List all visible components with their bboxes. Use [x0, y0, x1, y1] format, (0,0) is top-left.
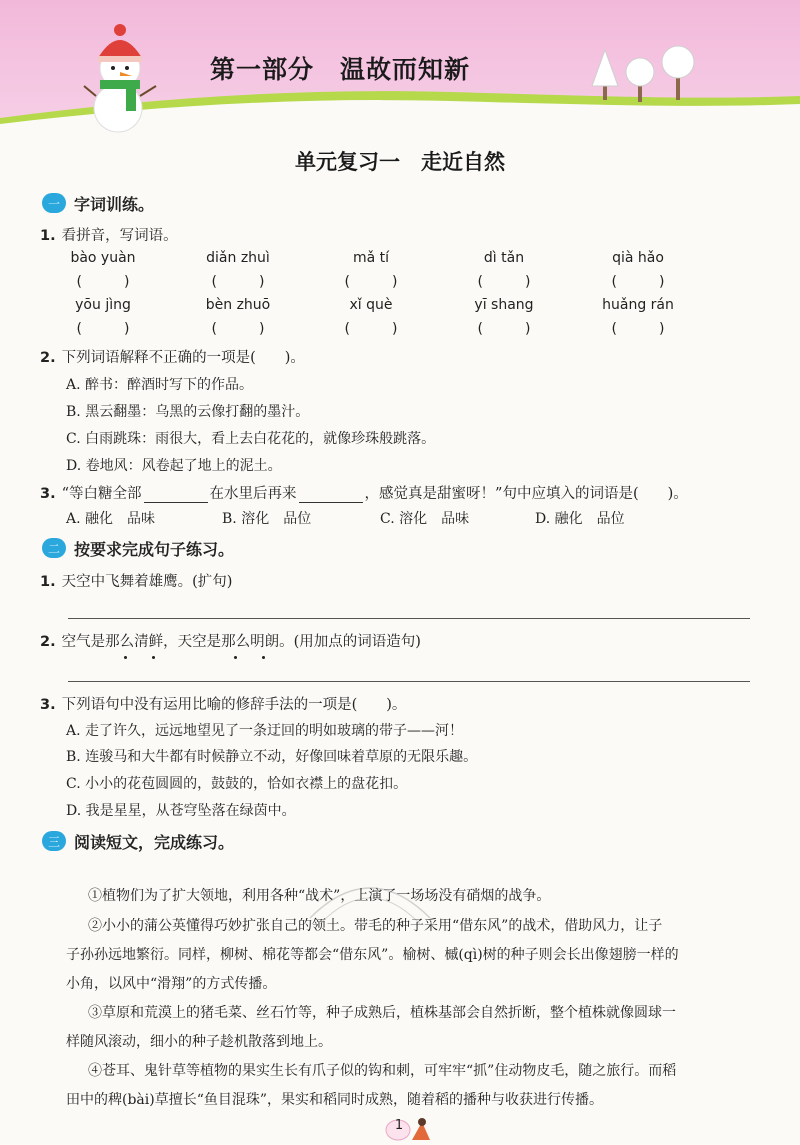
- pinyin-item: xǐ què: [349, 297, 393, 313]
- answer-blank[interactable]: ( ): [211, 274, 265, 290]
- question-number: 1.: [40, 574, 56, 590]
- pinyin-item: bèn zhuō: [205, 297, 271, 313]
- answer-line[interactable]: [68, 618, 750, 619]
- answer-line[interactable]: [68, 681, 750, 682]
- answer-blank[interactable]: ( ): [477, 321, 531, 337]
- emphasis-dot: [234, 656, 237, 659]
- answer-blank[interactable]: ( ): [611, 274, 665, 290]
- emphasis-dot: [262, 656, 265, 659]
- pinyin-item: yōu jìng: [75, 297, 131, 313]
- section-header-2: [42, 537, 234, 559]
- answer-blank[interactable]: ( ): [76, 274, 130, 290]
- option-d[interactable]: D. 融化 品位: [535, 511, 625, 527]
- section-number-badge: 三: [42, 831, 66, 851]
- passage-line: 子孙孙远地繁衍。同样，柳树、棉花等都会“借东风”。榆树、槭(qì)树的种子则会长出像翅膀一样的: [66, 947, 679, 963]
- passage-line: ②小小的蒲公英懂得巧妙扩张自己的领土。带毛的种子采用“借东风”的战术，借助风力，让子: [88, 918, 663, 934]
- question-number: 2.: [40, 350, 56, 366]
- emphasis-dot: [124, 656, 127, 659]
- question-number: 2.: [40, 634, 56, 650]
- pinyin-item: huǎng rán: [602, 297, 674, 313]
- answer-blank[interactable]: ( ): [344, 321, 398, 337]
- option-b[interactable]: B. 连骏马和大牛都有时候静立不动，好像回味着草原的无限乐趣。: [66, 749, 478, 765]
- pinyin-item: qià hǎo: [612, 250, 664, 266]
- question-text: “等白糖全部: [61, 486, 142, 502]
- option-c[interactable]: C. 白雨跳珠：雨很大，看上去白花花的，就像珍珠般跳落。: [66, 431, 436, 447]
- section-number-badge: 一: [42, 193, 66, 213]
- part-title: 第一部分 温故而知新: [209, 55, 470, 84]
- passage-line: ①植物们为了扩大领地，利用各种“战术”，上演了一场场没有硝烟的战争。: [88, 888, 551, 904]
- option-c[interactable]: C. 溶化 品味: [380, 511, 470, 527]
- option-a[interactable]: A. 醉书：醉酒时写下的作品。: [66, 377, 254, 393]
- pinyin-item: dì tǎn: [483, 250, 525, 266]
- option-d[interactable]: D. 卷地风：风卷起了地上的泥土。: [66, 458, 282, 474]
- fill-blank[interactable]: [144, 488, 208, 503]
- option-a[interactable]: A. 融化 品味: [66, 511, 156, 527]
- option-a[interactable]: A. 走了许久，远远地望见了一条迂回的明如玻璃的带子——河！: [66, 723, 464, 739]
- question-text: 在水里后再来: [209, 486, 297, 502]
- passage-line: ④苍耳、鬼针草等植物的果实生长有爪子似的钩和刺，可牢牢“抓”住动物皮毛，随之旅行。而稻: [88, 1063, 677, 1079]
- question-number: 3.: [40, 697, 56, 713]
- question-number: 3.: [40, 486, 56, 502]
- passage-line: 样随风滚动，细小的种子趁机散落到地上。: [66, 1034, 332, 1050]
- option-c[interactable]: C. 小小的花苞圆圆的，鼓鼓的，恰如衣襟上的盘花扣。: [66, 776, 408, 792]
- section-header-1: [42, 192, 154, 214]
- option-b[interactable]: B. 黑云翻墨：乌黑的云像打翻的墨汁。: [66, 404, 310, 420]
- option-b[interactable]: B. 溶化 品位: [222, 511, 312, 527]
- question-text: 下列词语解释不正确的一项是( )。: [61, 350, 305, 366]
- pinyin-item: yī shang: [474, 297, 534, 313]
- answer-blank[interactable]: ( ): [344, 274, 398, 290]
- passage-line: ③草原和荒漠上的猪毛菜、丝石竹等，种子成熟后，植株基部会自然折断，整个植株就像圆球一: [88, 1005, 676, 1021]
- pinyin-item: diǎn zhuì: [206, 250, 270, 266]
- question-text: 下列语句中没有运用比喻的修辞手法的一项是( )。: [61, 697, 407, 713]
- pinyin-item: mǎ tí: [352, 250, 390, 266]
- answer-blank[interactable]: ( ): [477, 274, 531, 290]
- question-1-1: [40, 224, 178, 245]
- question-number: 1.: [40, 228, 56, 244]
- passage-line: 小角，以风中“滑翔”的方式传播。: [66, 976, 277, 992]
- question-1-3: [40, 482, 688, 503]
- unit-title: 单元复习一 走近自然: [295, 150, 505, 174]
- section-title: 字词训练。: [74, 194, 155, 214]
- emphasis-dot: [152, 656, 155, 659]
- section-number-badge: 二: [42, 538, 66, 558]
- answer-blank[interactable]: ( ): [211, 321, 265, 337]
- fill-blank[interactable]: [299, 488, 363, 503]
- option-d[interactable]: D. 我是星星，从苍穹坠落在绿茵中。: [66, 803, 296, 819]
- page-number: 1: [394, 1118, 404, 1133]
- section-title: 按要求完成句子练习。: [74, 539, 235, 559]
- question-2-1: [40, 570, 232, 591]
- section-header-3: [42, 830, 234, 852]
- question-2-3: [40, 693, 406, 714]
- question-text: 看拼音，写词语。: [61, 228, 178, 244]
- passage-line: 田中的稗(bài)草擅长“鱼目混珠”，果实和稻同时成熟，随着稻的播种与收获进行传播。: [66, 1092, 604, 1108]
- answer-blank[interactable]: ( ): [76, 321, 130, 337]
- section-title: 阅读短文，完成练习。: [74, 832, 235, 852]
- question-text: ，感觉真是甜蜜呀！”句中应填入的词语是( )。: [364, 486, 688, 502]
- question-text: 空气是那么清鲜，天空是那么明朗。(用加点的词语造句): [61, 634, 421, 650]
- question-2-2: [40, 630, 421, 651]
- answer-blank[interactable]: ( ): [611, 321, 665, 337]
- question-text: 天空中飞舞着雄鹰。(扩句): [61, 574, 233, 590]
- question-1-2: [40, 346, 305, 367]
- pinyin-item: bào yuàn: [70, 250, 136, 266]
